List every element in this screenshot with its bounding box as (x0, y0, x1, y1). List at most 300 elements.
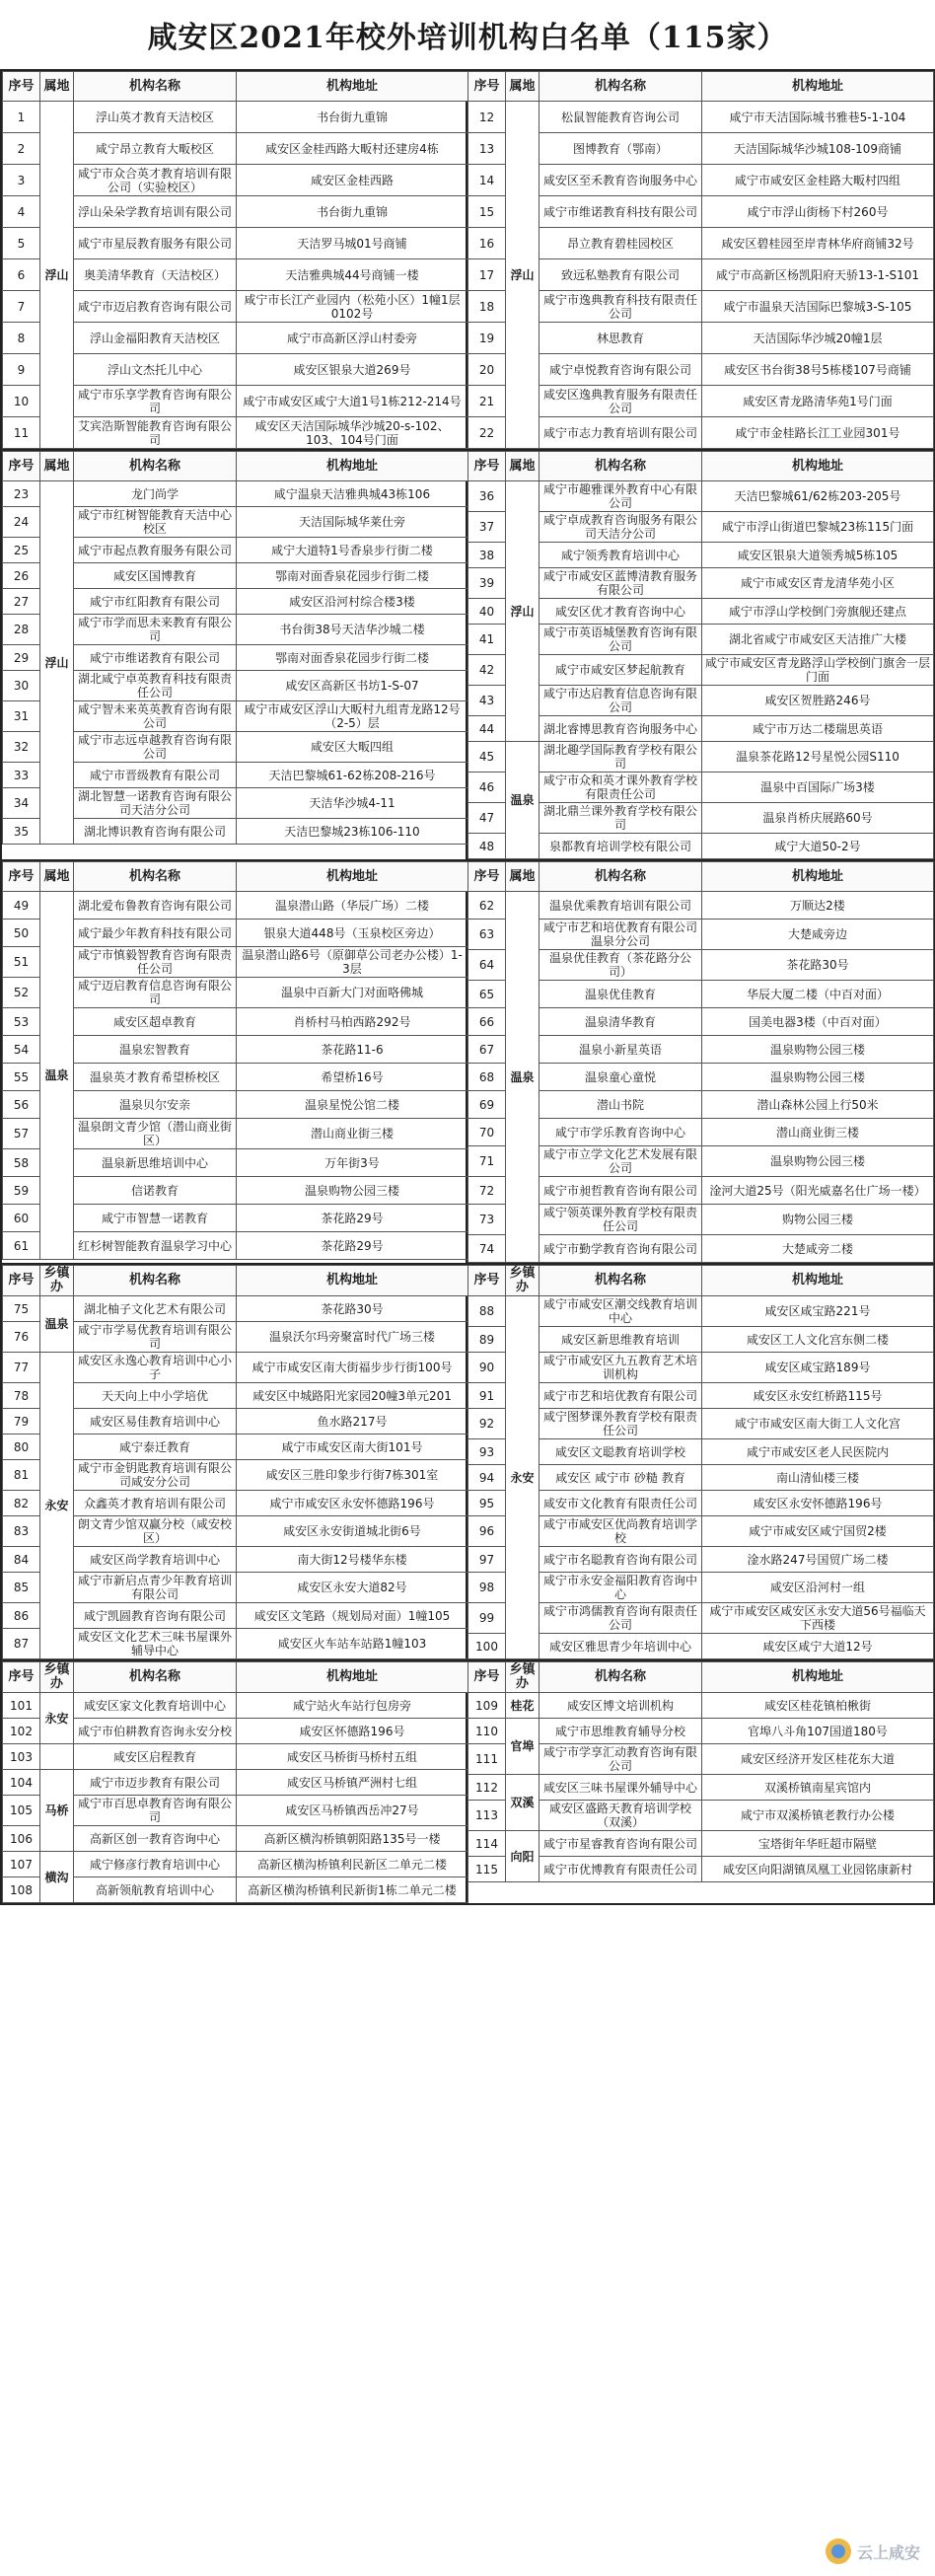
institution-name: 浮山金福阳教育天洁校区 (74, 323, 237, 354)
institution-name: 咸宁市学乐教育咨询中心 (539, 1119, 702, 1146)
institution-address: 咸安区三胜印象步行街7栋301室 (237, 1460, 468, 1491)
institution-address: 咸宁市浮山街杨下村260号 (702, 196, 934, 228)
row-number: 72 (468, 1177, 506, 1205)
column-header: 乡镇办 (506, 1662, 539, 1693)
institution-name: 松鼠智能教育咨询公司 (539, 102, 702, 133)
institution-name: 众鑫英才教育培训有限公司 (74, 1491, 237, 1516)
row-number: 102 (3, 1719, 40, 1744)
row-number: 85 (3, 1573, 40, 1603)
area-cell: 马桥 (40, 1770, 74, 1852)
row-number: 90 (468, 1353, 506, 1383)
institution-name: 咸宁领英课外教育学校有限责任公司 (539, 1205, 702, 1235)
institution-name: 咸宁市永安金福阳教育咨询中心 (539, 1573, 702, 1603)
row-number: 29 (3, 645, 40, 671)
row-number: 51 (3, 947, 40, 978)
right-table (468, 861, 933, 1263)
row-number: 95 (468, 1491, 506, 1516)
institution-address: 温泉茶花路12号星悦公园S110 (702, 742, 934, 773)
institution-address: 咸宁市咸安区老人民医院内 (702, 1439, 934, 1465)
row-number: 60 (3, 1205, 40, 1232)
institution-address: 双溪桥镇南星宾馆内 (702, 1775, 934, 1801)
institution-name: 咸宁市晋级教育有限公司 (74, 763, 237, 788)
column-header: 序号 (3, 72, 40, 102)
row-number: 105 (3, 1796, 40, 1826)
institution-address: 咸宁市双溪桥镇老教行办公楼 (702, 1801, 934, 1831)
row-number: 61 (3, 1232, 40, 1260)
column-header: 序号 (468, 1266, 506, 1296)
table-row (468, 742, 934, 773)
institution-address: 茶花路29号 (237, 1205, 468, 1232)
institution-name: 咸宁市咸安区优尚教育培训学校 (539, 1516, 702, 1547)
row-number: 73 (468, 1205, 506, 1235)
institution-name: 龙门尚学 (74, 481, 237, 507)
row-number: 19 (468, 323, 506, 354)
row-number: 89 (468, 1327, 506, 1353)
institution-name: 咸安区雅思青少年培训中心 (539, 1634, 702, 1659)
institution-name: 咸宁修彦行教育培训中心 (74, 1852, 237, 1877)
column-header: 属地 (506, 452, 539, 481)
institution-address: 温泉购物公园三楼 (702, 1064, 934, 1091)
area-cell: 桂花 (506, 1693, 539, 1719)
row-number: 18 (468, 291, 506, 323)
institution-name: 温泉宏智教育 (74, 1036, 237, 1064)
institution-address: 咸安区马桥街马桥村五组 (237, 1744, 468, 1770)
institution-address: 高新区横沟桥镇朝阳路135号一楼 (237, 1826, 468, 1852)
institution-name: 温泉清华教育 (539, 1008, 702, 1036)
institution-address: 咸宁市万达二楼瑞思英语 (702, 716, 934, 742)
row-number: 94 (468, 1465, 506, 1491)
institution-address: 咸安区马桥镇西岳冲27号 (237, 1796, 468, 1826)
row-number: 110 (468, 1719, 506, 1744)
row-number: 83 (3, 1516, 40, 1547)
row-number: 109 (468, 1693, 506, 1719)
institution-name: 咸安区至禾教育咨询服务中心 (539, 165, 702, 196)
institution-address: 咸宁市咸安区南大街101号 (237, 1435, 468, 1460)
row-number: 43 (468, 686, 506, 716)
institution-name: 咸宁市艺和培优教育有限公司 (539, 1383, 702, 1409)
row-number: 6 (3, 259, 40, 291)
institution-name: 浮山朵朵学教育培训有限公司 (74, 196, 237, 228)
table-row (3, 1770, 468, 1796)
table-block (2, 71, 933, 451)
row-number: 41 (468, 625, 506, 655)
institution-address: 温泉中百国际广场3楼 (702, 773, 934, 803)
row-number: 4 (3, 196, 40, 228)
column-header: 机构名称 (539, 452, 702, 481)
institution-address: 咸宁市高新区杨凯阳府天骄13-1-S101 (702, 259, 934, 291)
institution-address: 咸安区碧桂园至岸青林华府商铺32号 (702, 228, 934, 259)
institution-name: 天天向上中小学培优 (74, 1383, 237, 1409)
header-row (468, 1662, 934, 1693)
institution-address: 淦河大道25号（阳光威嘉名仕广场一楼） (702, 1177, 934, 1205)
institution-name: 湖北咸宁卓英教育科技有限责任公司 (74, 671, 237, 701)
institution-name: 潜山书院 (539, 1091, 702, 1119)
institution-name: 咸宁市鸿儒教育咨询有限责任公司 (539, 1603, 702, 1634)
row-number: 114 (468, 1831, 506, 1857)
row-number: 33 (3, 763, 40, 788)
row-number: 93 (468, 1439, 506, 1465)
institution-name: 咸宁市乐享学教育咨询有限公司 (74, 386, 237, 417)
institution-address: 华辰大厦二楼（中百对面） (702, 981, 934, 1008)
institution-name: 浮山文杰托儿中心 (74, 354, 237, 386)
area-cell: 温泉 (506, 742, 539, 859)
table-row (468, 1296, 934, 1327)
row-number: 15 (468, 196, 506, 228)
header-row (3, 452, 468, 481)
column-header: 机构地址 (237, 72, 468, 102)
institution-name: 咸宁市百思卓教育咨询有限公司 (74, 1796, 237, 1826)
institution-name: 咸安区超卓教育 (74, 1008, 237, 1036)
institution-address: 肖桥村马柏西路292号 (237, 1008, 468, 1036)
area-cell: 温泉 (506, 892, 539, 1263)
row-number: 103 (3, 1744, 40, 1770)
institution-name: 咸宁市咸安区蓝博清教育服务有限公司 (539, 568, 702, 599)
table-row (468, 481, 934, 512)
institution-address: 咸宁站火车站行包房旁 (237, 1693, 468, 1719)
right-table (468, 71, 933, 449)
column-header: 机构地址 (702, 862, 934, 892)
column-header: 机构名称 (539, 1662, 702, 1693)
institution-name: 湖北爱布鲁教育咨询有限公司 (74, 892, 237, 920)
institution-address: 书台街九重锦 (237, 102, 468, 133)
row-number: 63 (468, 920, 506, 950)
institution-address: 咸宁温泉天洁雅典城43栋106 (237, 481, 468, 507)
watermark (826, 2539, 920, 2564)
column-header: 机构地址 (237, 1266, 468, 1296)
institution-name: 咸宁市众和英才课外教育学校有限责任公司 (539, 773, 702, 803)
column-header: 属地 (506, 862, 539, 892)
institution-address: 咸安区经济开发区桂花东大道 (702, 1744, 934, 1775)
watermark-text: 云上咸安 (856, 2542, 920, 2562)
institution-address: 天洁巴黎城61/62栋203-205号 (702, 481, 934, 512)
institution-name: 高新领航教育培训中心 (74, 1877, 237, 1903)
institution-address: 咸宁市长江产业园内（松苑小区）1幢1层0102号 (237, 291, 468, 323)
row-number: 32 (3, 732, 40, 763)
institution-address: 大楚咸旁边 (702, 920, 934, 950)
institution-name: 泉都教育培训学校有限公司 (539, 834, 702, 859)
institution-name: 咸宁泰迁教育 (74, 1435, 237, 1460)
row-number: 14 (468, 165, 506, 196)
row-number: 36 (468, 481, 506, 512)
table-row (3, 1296, 468, 1322)
institution-name: 温泉贝尔安亲 (74, 1091, 237, 1119)
row-number: 23 (3, 481, 40, 507)
institution-name: 咸宁市达启教育信息咨询有限公司 (539, 686, 702, 716)
institution-name: 咸安区家文化教育培训中心 (74, 1693, 237, 1719)
row-number: 27 (3, 589, 40, 615)
institution-address: 国美电器3楼（中百对面） (702, 1008, 934, 1036)
column-header: 乡镇办 (506, 1266, 539, 1296)
row-number: 99 (468, 1603, 506, 1634)
column-header: 机构名称 (539, 862, 702, 892)
row-number: 107 (3, 1852, 40, 1877)
institution-name: 咸安区易佳教育培训中心 (74, 1409, 237, 1435)
row-number: 75 (3, 1296, 40, 1322)
institution-name: 咸宁市迈步教育有限公司 (74, 1770, 237, 1796)
institution-name: 咸宁市名聪教育咨询有限公司 (539, 1547, 702, 1573)
institution-name: 咸安区盛路天教育培训学校（双溪） (539, 1801, 702, 1831)
institution-name: 咸宁市艺和培优教育有限公司温泉分公司 (539, 920, 702, 950)
institution-address: 咸安区文笔路（规划局对面）1幢105 (237, 1603, 468, 1629)
column-header: 序号 (468, 862, 506, 892)
institution-address: 咸宁市咸安区浮山大畈村九组青龙路12号（2-5）层 (237, 701, 468, 732)
institution-address: 万顺达2楼 (702, 892, 934, 920)
table-row (468, 1693, 934, 1719)
column-header: 属地 (40, 72, 74, 102)
row-number: 46 (468, 773, 506, 803)
row-number: 77 (3, 1353, 40, 1383)
institution-name: 咸宁卓悦教育咨询有限公司 (539, 354, 702, 386)
institution-address: 咸安区高新区书坊1-S-07 (237, 671, 468, 701)
row-number: 58 (3, 1149, 40, 1177)
row-number: 11 (3, 417, 40, 449)
institution-address: 咸安区沿河村一组 (702, 1573, 934, 1603)
column-header: 机构地址 (237, 862, 468, 892)
institution-name: 温泉英才教育希望桥校区 (74, 1064, 237, 1091)
row-number: 66 (468, 1008, 506, 1036)
row-number: 97 (468, 1547, 506, 1573)
row-number: 115 (468, 1857, 506, 1882)
column-header: 乡镇办 (40, 1266, 74, 1296)
header-row (468, 862, 934, 892)
institution-address: 天洁华沙城4-11 (237, 788, 468, 819)
institution-address: 天洁雅典城44号商铺一楼 (237, 259, 468, 291)
column-header: 序号 (468, 72, 506, 102)
institution-address: 潜山商业街三楼 (702, 1119, 934, 1146)
institution-address: 大楚咸旁二楼 (702, 1235, 934, 1263)
institution-address: 天洁国际华沙城20幢1层 (702, 323, 934, 354)
institution-address: 温泉潜山路（华辰广场）二楼 (237, 892, 468, 920)
row-number: 71 (468, 1146, 506, 1177)
row-number: 42 (468, 655, 506, 686)
column-header: 序号 (468, 452, 506, 481)
table-row (3, 1852, 468, 1877)
row-number: 101 (3, 1693, 40, 1719)
row-number: 37 (468, 512, 506, 543)
institution-name: 咸安区新思维教育培训 (539, 1327, 702, 1353)
table-block (2, 451, 933, 861)
institution-name: 咸宁市慎毅智教育咨询有限责任公司 (74, 947, 237, 978)
table-row (468, 1775, 934, 1801)
header-row (468, 1266, 934, 1296)
table-row (3, 892, 468, 920)
row-number: 100 (468, 1634, 506, 1659)
institution-address: 鄂南对面香泉花园步行街二楼 (237, 563, 468, 589)
institution-name: 咸宁市红树智能教育天洁中心校区 (74, 507, 237, 538)
institution-address: 咸安区金桂西路大畈村还建房4栋 (237, 133, 468, 165)
institution-address: 咸宁大道特1号香泉步行街二楼 (237, 538, 468, 563)
institution-address: 潜山森林公园上行50米 (702, 1091, 934, 1119)
institution-address: 天洁巴黎城61-62栋208-216号 (237, 763, 468, 788)
column-header: 机构地址 (702, 1662, 934, 1693)
row-number: 64 (468, 950, 506, 981)
institution-name: 咸宁市咸安区潮交线教育培训中心 (539, 1296, 702, 1327)
institution-address: 咸宁市咸安区金桂路大畈村四组 (702, 165, 934, 196)
institution-address: 咸宁市咸安区南大街工人文化宫 (702, 1409, 934, 1439)
table-row (3, 1353, 468, 1383)
column-header: 机构名称 (539, 1266, 702, 1296)
row-number: 13 (468, 133, 506, 165)
area-cell: 浮山 (506, 481, 539, 742)
table-row (3, 1693, 468, 1719)
institution-address: 鄂南对面香泉花园步行街二楼 (237, 645, 468, 671)
table-row (3, 102, 468, 133)
column-header: 机构地址 (237, 452, 468, 481)
row-number: 111 (468, 1744, 506, 1775)
institution-address: 茶花路30号 (702, 950, 934, 981)
institution-address: 银泉大道448号（玉泉校区旁边） (237, 920, 468, 947)
row-number: 39 (468, 568, 506, 599)
institution-name: 林思教育 (539, 323, 702, 354)
institution-name: 咸宁市勤学教育咨询有限公司 (539, 1235, 702, 1263)
institution-address: 咸安区永安红桥路115号 (702, 1383, 934, 1409)
institution-name: 咸宁市志远卓越教育咨询有限公司 (74, 732, 237, 763)
institution-address: 咸安区永安街道城北街6号 (237, 1516, 468, 1547)
institution-name: 湖北趣学国际教育学校有限公司 (539, 742, 702, 773)
institution-address: 咸安区金桂西路 (237, 165, 468, 196)
institution-name: 咸安区博文培训机构 (539, 1693, 702, 1719)
institution-name: 咸安区 咸宁市 砂糙 教育 (539, 1465, 702, 1491)
column-header: 属地 (40, 452, 74, 481)
institution-address: 万年街3号 (237, 1149, 468, 1177)
institution-address: 咸安区银泉大道领秀城5栋105 (702, 543, 934, 568)
institution-address: 南大街12号楼华东楼 (237, 1547, 468, 1573)
institution-name: 温泉优佳教育 (539, 981, 702, 1008)
column-header: 机构地址 (702, 1266, 934, 1296)
left-table (2, 1661, 468, 1903)
row-number: 10 (3, 386, 40, 417)
row-number: 86 (3, 1603, 40, 1629)
institution-address: 南山清仙楼三楼 (702, 1465, 934, 1491)
row-number: 28 (3, 615, 40, 645)
institution-name: 红杉树智能教育温泉学习中心 (74, 1232, 237, 1260)
institution-address: 咸宁市咸安区青龙清华苑小区 (702, 568, 934, 599)
table-row (468, 1719, 934, 1744)
left-table (2, 71, 468, 449)
row-number: 69 (468, 1091, 506, 1119)
institution-name: 咸宁市维诺教育有限公司 (74, 645, 237, 671)
institution-address: 咸安区大畈四组 (237, 732, 468, 763)
institution-name: 咸安区逸典教育服务有限责任公司 (539, 386, 702, 417)
institution-name: 咸安市文化教育有限责任公司 (539, 1491, 702, 1516)
row-number: 68 (468, 1064, 506, 1091)
area-cell: 永安 (506, 1296, 539, 1659)
institution-name: 咸宁市咸安区九五教育艺术培训机构 (539, 1353, 702, 1383)
area-cell: 浮山 (40, 481, 74, 845)
column-header: 机构名称 (74, 1266, 237, 1296)
table-block (2, 1661, 933, 1903)
area-cell: 向阳 (506, 1831, 539, 1882)
institution-address: 潜山商业街三楼 (237, 1119, 468, 1149)
row-number: 24 (3, 507, 40, 538)
institution-address: 咸安区青龙路清华苑1号门面 (702, 386, 934, 417)
row-number: 22 (468, 417, 506, 449)
institution-address: 希望桥16号 (237, 1064, 468, 1091)
area-cell: 浮山 (506, 102, 539, 449)
institution-address: 温泉中百新大门对面咯佛城 (237, 978, 468, 1008)
row-number: 25 (3, 538, 40, 563)
area-cell: 永安 (40, 1353, 74, 1659)
institution-address: 温泉潜山路6号（原御草公司老办公楼）1-3层 (237, 947, 468, 978)
table-row (468, 1831, 934, 1857)
row-number: 96 (468, 1516, 506, 1547)
institution-name: 咸宁市迈启教育咨询有限公司 (74, 291, 237, 323)
row-number: 17 (468, 259, 506, 291)
institution-name: 昂立教育碧桂园校区 (539, 228, 702, 259)
row-number: 5 (3, 228, 40, 259)
column-header: 机构地址 (702, 72, 934, 102)
row-number: 26 (3, 563, 40, 589)
header-row (3, 72, 468, 102)
row-number: 3 (3, 165, 40, 196)
header-row (3, 862, 468, 892)
institution-name: 咸宁市学易优教育培训有限公司 (74, 1322, 237, 1353)
row-number: 67 (468, 1036, 506, 1064)
institution-address: 咸宁市金桂路长江工业园301号 (702, 417, 934, 449)
institution-name: 咸宁市新启点青少年教育培训有限公司 (74, 1573, 237, 1603)
institution-name: 咸宁迈启教育信息咨询有限公司 (74, 978, 237, 1008)
row-number: 45 (468, 742, 506, 773)
header-row (468, 72, 934, 102)
institution-address: 咸安区咸宝路189号 (702, 1353, 934, 1383)
institution-address: 湖北省咸宁市咸安区天洁推广大楼 (702, 625, 934, 655)
institution-name: 咸宁市维诺教育科技有限公司 (539, 196, 702, 228)
left-table (2, 1265, 468, 1659)
row-number: 8 (3, 323, 40, 354)
row-number: 56 (3, 1091, 40, 1119)
row-number: 113 (468, 1801, 506, 1831)
institution-address: 咸安区中城路阳光家园20幢3单元201 (237, 1383, 468, 1409)
row-number: 70 (468, 1119, 506, 1146)
institution-address: 咸安区沿河村综合楼3楼 (237, 589, 468, 615)
institution-name: 咸宁图梦课外教育学校有限责任公司 (539, 1409, 702, 1439)
row-number: 98 (468, 1573, 506, 1603)
institution-name: 咸安区文聪教育培训学校 (539, 1439, 702, 1465)
institution-name: 湖北睿博思教育咨询服务中心 (539, 716, 702, 742)
table-row (3, 481, 468, 507)
institution-name: 咸安区文化艺术三味书屋课外辅导中心 (74, 1629, 237, 1659)
institution-name: 咸宁最少年教育科技有限公司 (74, 920, 237, 947)
row-number: 104 (3, 1770, 40, 1796)
row-number: 35 (3, 819, 40, 845)
row-number: 54 (3, 1036, 40, 1064)
institution-name: 温泉优佳教育（茶花路分公司） (539, 950, 702, 981)
row-number: 52 (3, 978, 40, 1008)
institution-name: 湖北智慧一诺教育咨询有限公司天洁分公司 (74, 788, 237, 819)
area-cell: 横沟 (40, 1852, 74, 1903)
institution-address: 温泉肖桥庆展路60号 (702, 803, 934, 834)
institution-address: 咸宁市天洁国际城书雅巷5-1-104 (702, 102, 934, 133)
column-header: 序号 (3, 452, 40, 481)
row-number: 59 (3, 1177, 40, 1205)
area-cell (40, 1744, 74, 1770)
institution-address: 天洁国际城华沙城108-109商铺 (702, 133, 934, 165)
institution-address: 咸安区银泉大道269号 (237, 354, 468, 386)
row-number: 88 (468, 1296, 506, 1327)
institution-name: 致远私塾教育有限公司 (539, 259, 702, 291)
area-cell: 浮山 (40, 102, 74, 449)
institution-name: 咸宁昂立教育大畈校区 (74, 133, 237, 165)
institution-address: 咸安区贺胜路246号 (702, 686, 934, 716)
row-number: 38 (468, 543, 506, 568)
institution-address: 咸宁市咸安区咸宁国贸2楼 (702, 1516, 934, 1547)
institution-name: 咸宁市学享汇动教育咨询有限公司 (539, 1744, 702, 1775)
table-row (468, 102, 934, 133)
row-number: 1 (3, 102, 40, 133)
row-number: 92 (468, 1409, 506, 1439)
institution-address: 温泉购物公园三楼 (702, 1146, 934, 1177)
institution-name: 湖北鼎兰课外教育学校有限公司 (539, 803, 702, 834)
